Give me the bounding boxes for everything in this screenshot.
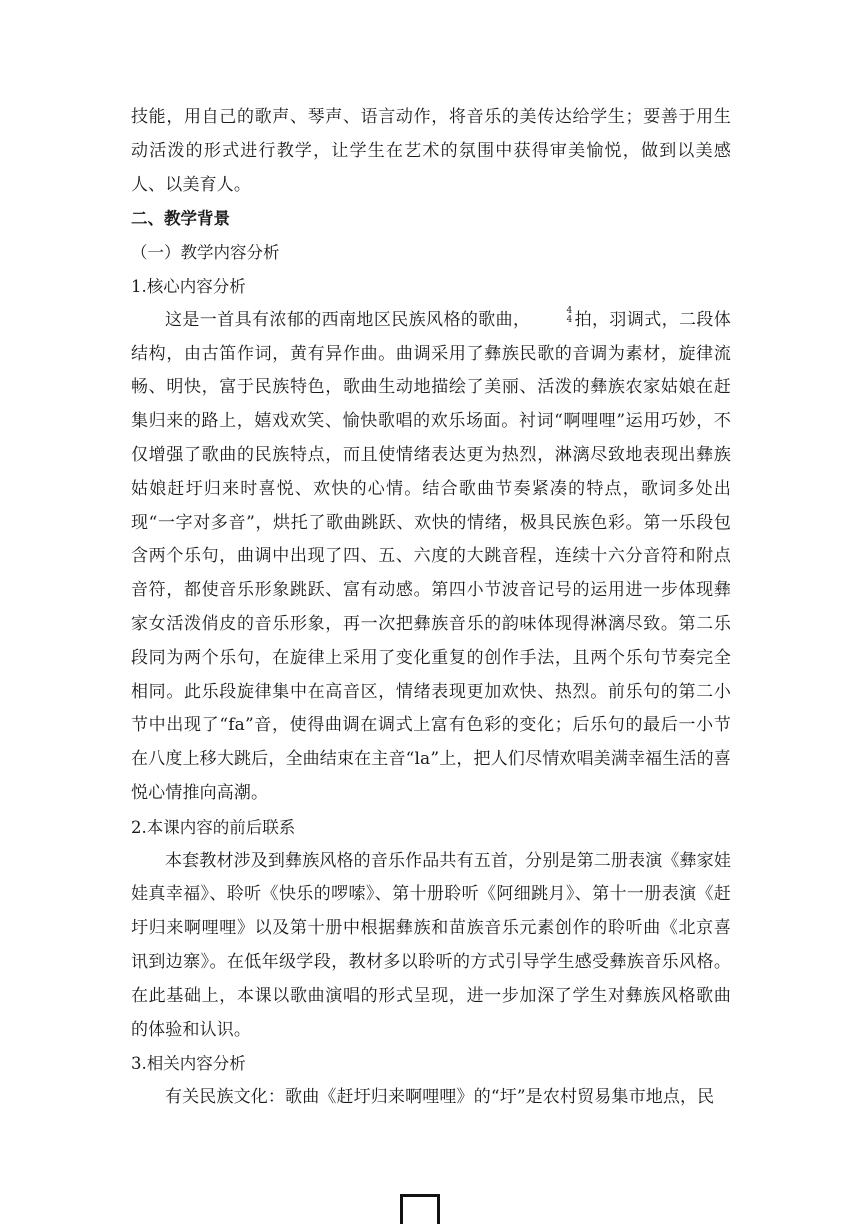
- intro-paragraph: 技能，用自己的歌声、琴声、语言动作，将音乐的美传达给学生；要善于用生动活泼的形式进行教学，让学生在艺术的氛围中获得审美愉悦，做到以美感人、以美育人。: [131, 107, 731, 195]
- core-content-paragraph: [131, 304, 731, 811]
- core-content-text-a: 这是一首具有浓郁的西南地区民族风格的歌曲，: [165, 309, 531, 330]
- core-content-text-b: 拍，羽调式，二段体结构，由古笛作词，黄有异作曲。曲调采用了彝族民歌的音调为素材，旋律流畅、明快，富于民族特色，歌曲生动地描绘了美丽、活泼的彝族农家姑娘在赶集归来的路上，嬉戏欢笑、愉快歌唱的欢乐场面。衬词“啊哩哩”运用巧妙，不仅增强了歌曲的民族特点，而且使情绪表达更为热烈，淋漓尽致地表现出彝族姑娘赶圩归来时喜悦、欢快的心情。结合歌曲节奏紧凑的特点，歌词多处出现“一字对多音”，烘托了歌曲跳跃、欢快的情绪，极具民族色彩。第一乐段包含两个乐句，曲调中出现了四、五、六度的大跳音程，连续十六分音符和附点音符，都使音乐形象跳跃、富有动感。第四小节波音记号的运用进一步体现彝家女活泼俏皮的音乐形象，再一次把彝族音乐的韵味体现得淋漓尽致。第二乐段同为两个乐句，在旋律上采用了变化重复的创作手法，且两个乐句节奏完全相同。此乐段旋律集中在高音区，情绪表现更加欢快、热烈。前乐句的第二小节中出现了“fa”音，使得曲调在调式上富有色彩的变化；后乐句的最后一小节在八度上移大跳后，全曲结束在主音“la”上，把人们尽情欢唱美满幸福生活的喜悦心情推向高潮。: [131, 309, 731, 803]
- item-heading-core-content: 1.核心内容分析: [131, 276, 246, 296]
- subsection-heading-content-analysis: （一）教学内容分析: [131, 243, 280, 263]
- item-heading-relation: 2.本课内容的前后联系: [131, 817, 296, 837]
- related-analysis-paragraph: 有关民族文化：歌曲《赶圩归来啊哩哩》的“圩”是农村贸易集市地点，民: [165, 1087, 715, 1108]
- document-body: [131, 101, 731, 1115]
- time-signature-bottom: 4: [566, 315, 573, 326]
- time-signature: [532, 307, 572, 325]
- section-heading-teaching-background: 二、教学背景: [131, 209, 230, 229]
- page-number-mark: [400, 1194, 440, 1224]
- item-heading-related-analysis: 3.相关内容分析: [131, 1054, 246, 1074]
- relation-paragraph: 本套教材涉及到彝族风格的音乐作品共有五首，分别是第二册表演《彝家娃娃真幸福》、聆听《快乐的啰嗦》、第十册聆听《阿细跳月》、第十一册表演《赶圩归来啊哩哩》以及第十册中根据彝族和苗族音乐元素创作的聆听曲《北京喜讯到边寨》。在低年级学段，教材多以聆听的方式引导学生感受彝族音乐风格。在此基础上，本课以歌曲演唱的形式呈现，进一步加深了学生对彝族风格歌曲的体验和认识。: [131, 850, 731, 1040]
- time-signature-top: 4: [566, 306, 573, 317]
